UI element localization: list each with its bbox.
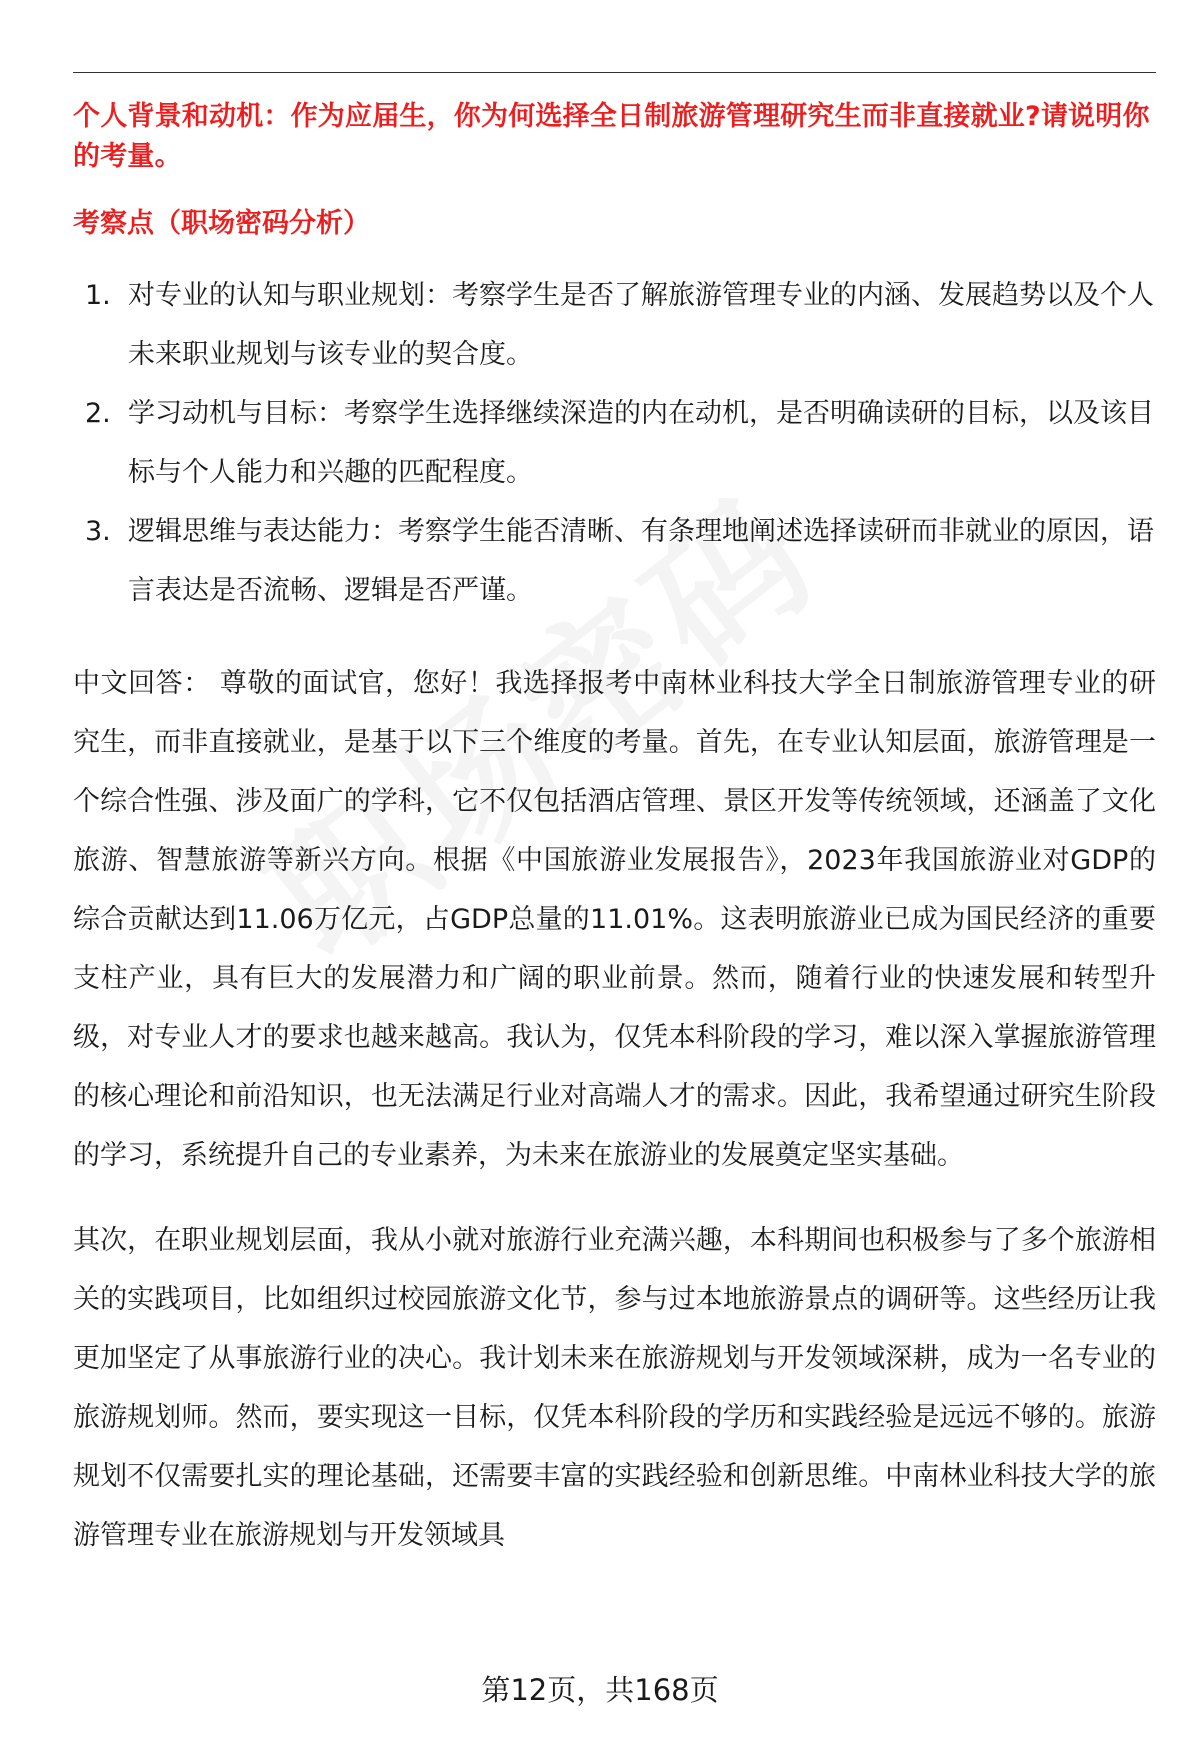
top-divider <box>73 72 1156 73</box>
list-item-number: 1. <box>85 280 111 311</box>
answer-paragraph-2: 其次，在职业规划层面，我从小就对旅游行业充满兴趣，本科期间也积极参与了多个旅游相关的实践项目，比如组织过校园旅游文化节，参与过本地旅游景点的调研等。这些经历让我更加坚定了从事旅游行业的决心。我计划未来在旅游规划与开发领域深耕，成为一名专业的旅游规划师。然而，要实现这一目标，仅凭本科阶段的学历和实践经验是远远不够的。旅游规划不仅需要扎实的理论基础，还需要丰富的实践经验和创新思维。中南林业科技大学的旅游管理专业在旅游规划与开发领域具 <box>73 1225 1156 1551</box>
list-item-text: 学习动机与目标：考察学生选择继续深造的内在动机，是否明确读研的目标，以及该目标与个人能力和兴趣的匹配程度。 <box>128 398 1154 488</box>
page-number-footer: 第12页，共168页 <box>481 1673 719 1707</box>
section-title: 考察点（职场密码分析） <box>73 208 370 239</box>
assessment-points-list <box>73 266 1156 620</box>
list-item <box>73 384 1156 502</box>
list-item-text: 逻辑思维与表达能力：考察学生能否清晰、有条理地阐述选择读研而非就业的原因，语言表达是否流畅、逻辑是否严谨。 <box>128 516 1154 606</box>
list-item <box>73 266 1156 384</box>
list-item-number: 3. <box>85 516 111 547</box>
list-item-number: 2. <box>85 398 111 429</box>
interview-question: 个人背景和动机：作为应届生，你为何选择全日制旅游管理研究生而非直接就业?请说明你的考量。 <box>73 101 1150 172</box>
list-item <box>73 502 1156 620</box>
answer-paragraph-1: 中文回答： 尊敬的面试官，您好！我选择报考中南林业科技大学全日制旅游管理专业的研究生，而非直接就业，是基于以下三个维度的考量。首先，在专业认知层面，旅游管理是一个综合性强、涉及面广的学科，它不仅包括酒店管理、景区开发等传统领域，还涵盖了文化旅游、智慧旅游等新兴方向。根据《中国旅游业发展报告》，2023年我国旅游业对GDP的综合贡献达到11.06万亿元，占GDP总量的11.01%。这表明旅游业已成为国民经济的重要支柱产业，具有巨大的发展潜力和广阔的职业前景。然而，随着行业的快速发展和转型升级，对专业人才的要求也越来越高。我认为，仅凭本科阶段的学习，难以深入掌握旅游管理的核心理论和前沿知识，也无法满足行业对高端人才的需求。因此，我希望通过研究生阶段的学习，系统提升自己的专业素养，为未来在旅游业的发展奠定坚实基础。 <box>73 668 1156 1171</box>
list-item-text: 对专业的认知与职业规划：考察学生是否了解旅游管理专业的内涵、发展趋势以及个人未来职业规划与该专业的契合度。 <box>128 280 1154 370</box>
page-content <box>73 97 1156 1565</box>
